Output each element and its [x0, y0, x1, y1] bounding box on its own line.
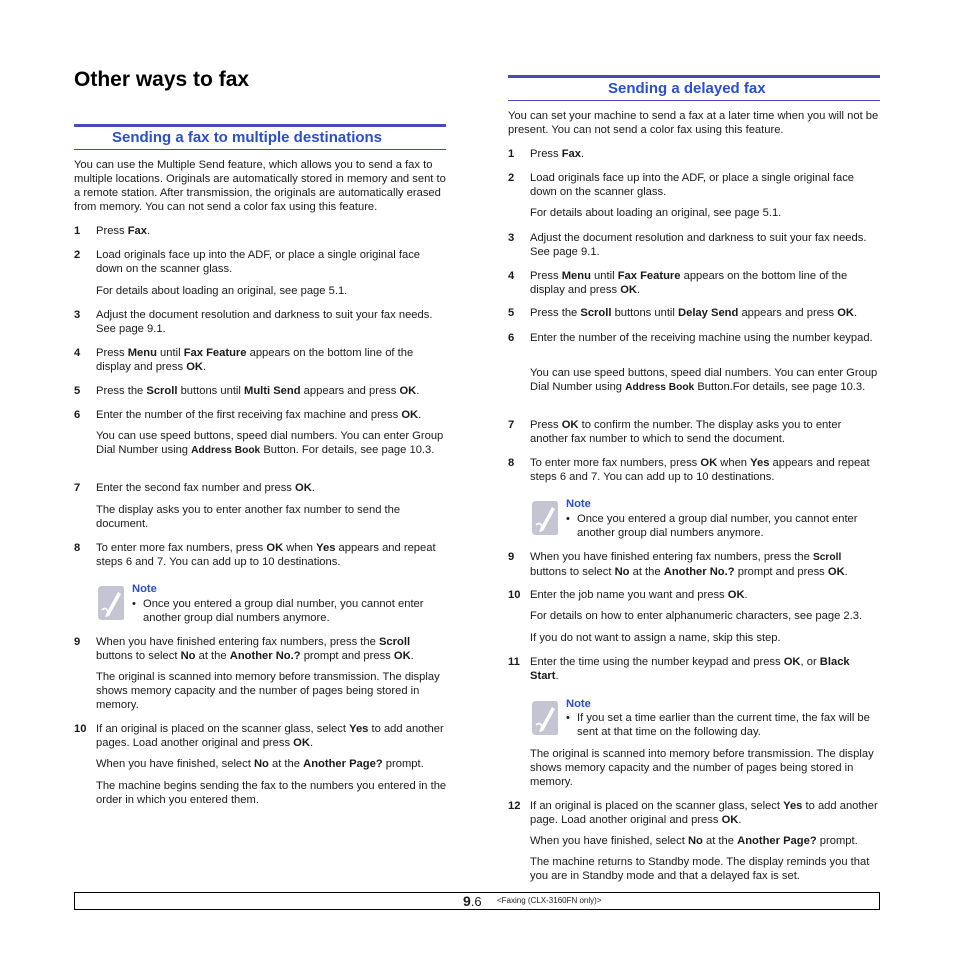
step-12-detail-2: The machine returns to Standby mode. The display reminds you that you are in Standby mode and that a delayed fax is set. — [530, 856, 870, 882]
step-2-detail: For details about loading an original, see page 5.1. — [530, 207, 782, 219]
step-8: 8 To enter more fax numbers, press OK when Yes appears and repeat steps 6 and 7. You can add up to 10 destinations. — [508, 457, 870, 483]
note-pencil-icon — [530, 699, 560, 737]
section-heading-delayed: Sending a delayed fax — [508, 75, 880, 101]
page-footer — [74, 892, 880, 910]
step-11: 11 Enter the time using the number keypad and press OK, or Black Start. — [508, 656, 850, 682]
step-2: 2 Load originals face up into the ADF, or place a single original face down on the scanner glass. — [74, 249, 421, 275]
note-title: Note — [132, 583, 157, 595]
note-pencil-icon — [96, 584, 126, 622]
step-2-detail: For details about loading an original, see page 5.1. — [96, 285, 348, 297]
step-10-detail-1: For details on how to enter alphanumeric characters, see page 2.3. — [530, 610, 863, 622]
step-6-detail: You can use speed buttons, speed dial numbers. You can enter Group Dial Number using Address Book Button. For details, see page 10.3. — [96, 430, 444, 456]
step-10-detail-2: The machine begins sending the fax to the numbers you entered in the order in which you entered them. — [96, 780, 447, 806]
step-5: 5 Press the Scroll buttons until Delay Send appears and press OK. — [508, 307, 858, 319]
footer-chapter-note: <Faxing (CLX-3160FN only)> — [497, 896, 602, 905]
note-title: Note — [566, 698, 591, 710]
step-9-detail: The original is scanned into memory before transmission. The display shows memory capacity and the number of pages being stored in memory. — [96, 671, 440, 711]
section-heading-multiple: Sending a fax to multiple destinations — [74, 124, 446, 150]
step-4: 4 Press Menu until Fax Feature appears on the bottom line of the display and press OK. — [74, 347, 414, 373]
step-6: 6 Enter the number of the receiving machine using the number keypad. — [508, 332, 873, 344]
step-5: 5 Press the Scroll buttons until Multi Send appears and press OK. — [74, 385, 420, 397]
page-number: 9.6 — [463, 893, 482, 909]
step-11-detail: The original is scanned into memory before transmission. The display shows memory capacity and the number of pages being stored in memory. — [530, 748, 874, 788]
note-pencil-icon — [530, 499, 560, 537]
step-12: 12 If an original is placed on the scanner glass, select Yes to add another page. Load another original and press OK. — [508, 800, 878, 826]
note-body: • Once you entered a group dial number, you cannot enter another group dial numbers anymore. — [566, 513, 858, 539]
step-4: 4 Press Menu until Fax Feature appears on the bottom line of the display and press OK. — [508, 270, 848, 296]
step-1: 1 Press Fax. — [74, 225, 151, 237]
step-6-detail: You can use speed buttons, speed dial numbers. You can enter Group Dial Number using Address Book Button.For details, see page 10.3. — [530, 367, 878, 393]
step-8: 8 To enter more fax numbers, press OK when Yes appears and repeat steps 6 and 7. You can add up to 10 destinations. — [74, 542, 436, 568]
step-10-detail-2: If you do not want to assign a name, skip this step. — [530, 632, 781, 644]
step-10: 10 If an original is placed on the scanner glass, select Yes to add another pages. Load another original and press OK. — [74, 723, 444, 749]
intro-paragraph: You can set your machine to send a fax at a later time when you will not be present. You can not send a color fax using this feature. — [508, 110, 879, 136]
step-10-detail-1: When you have finished, select No at the Another Page? prompt. — [96, 758, 424, 770]
step-7: 7 Enter the second fax number and press OK. — [74, 482, 315, 494]
step-7-detail: The display asks you to enter another fax number to send the document. — [96, 504, 401, 530]
step-9: 9 When you have finished entering fax numbers, press the Scroll buttons to select No at the Another No.? prompt and press OK. — [508, 551, 848, 578]
step-1: 1 Press Fax. — [508, 148, 585, 160]
intro-paragraph: You can use the Multiple Send feature, which allows you to send a fax to multiple locations. Originals are automatically stored in memory and sent to a remote station. After transmission, the originals are automatically erased from memory. You can not send a color fax using this feature. — [74, 159, 446, 213]
page-title: Other ways to fax — [74, 68, 250, 91]
step-9: 9 When you have finished entering fax numbers, press the Scroll buttons to select No at the Another No.? prompt and press OK. — [74, 636, 414, 662]
step-7: 7 Press OK to confirm the number. The display asks you to enter another fax number to which to send the document. — [508, 419, 842, 445]
step-2: 2 Load originals face up into the ADF, or place a single original face down on the scanner glass. — [508, 172, 855, 198]
step-6: 6 Enter the number of the first receiving fax machine and press OK. — [74, 409, 422, 421]
step-3: 3 Adjust the document resolution and darkness to suit your fax needs. See page 9.1. — [74, 309, 433, 335]
note-title: Note — [566, 498, 591, 510]
note-body: • If you set a time earlier than the current time, the fax will be sent at that time on the following day. — [566, 712, 870, 738]
note-body: • Once you entered a group dial number, you cannot enter another group dial numbers anymore. — [132, 598, 424, 624]
step-12-detail-1: When you have finished, select No at the Another Page? prompt. — [530, 835, 858, 847]
step-3: 3 Adjust the document resolution and darkness to suit your fax needs. See page 9.1. — [508, 232, 867, 258]
step-10: 10 Enter the job name you want and press OK. — [508, 589, 748, 601]
